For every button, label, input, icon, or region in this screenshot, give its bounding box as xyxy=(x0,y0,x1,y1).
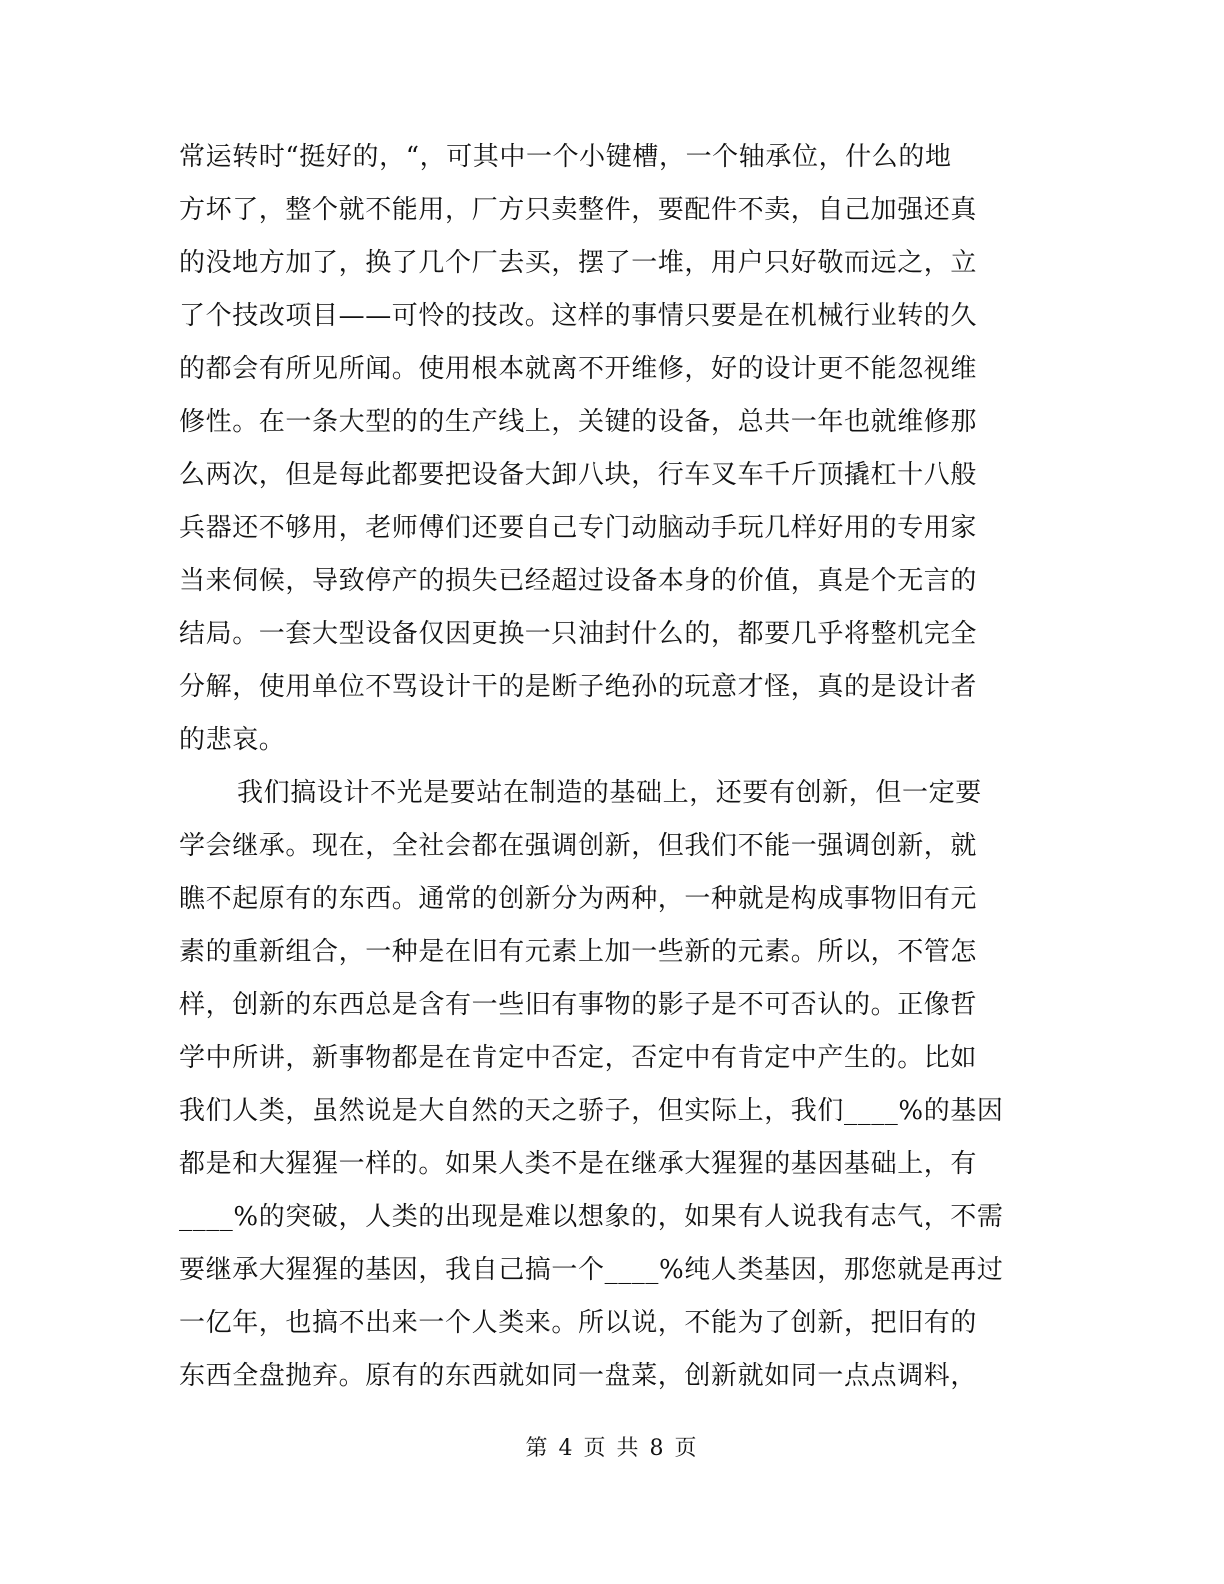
body-text xyxy=(179,131,1045,1403)
text-line: 学中所讲，新事物都是在肯定中否定，否定中有肯定中产生的。比如 xyxy=(179,1043,978,1073)
text-line: 兵器还不够用，老师傅们还要自己专门动脑动手玩几样好用的专用家 xyxy=(179,513,978,543)
text-line: 结局。一套大型设备仅因更换一只油封什么的，都要几乎将整机完全 xyxy=(179,619,978,649)
text-line: 的悲哀。 xyxy=(179,725,286,755)
text-line: 的都会有所见所闻。使用根本就离不开维修，好的设计更不能忽视维 xyxy=(179,354,978,384)
text-line: 瞧不起原有的东西。通常的创新分为两种，一种就是构成事物旧有元 xyxy=(179,884,978,914)
text-line: 的没地方加了，换了几个厂去买，摆了一堆，用户只好敬而远之，立 xyxy=(179,248,978,278)
text-line: 我们人类，虽然说是大自然的天之骄子，但实际上，我们____%的基因 xyxy=(179,1096,1004,1126)
text-line: 东西全盘抛弃。原有的东西就如同一盘菜，创新就如同一点点调料， xyxy=(179,1361,978,1391)
paragraph-start-line: 我们搞设计不光是要站在制造的基础上，还要有创新，但一定要 xyxy=(237,778,982,808)
text-line: 了个技改项目——可怜的技改。这样的事情只要是在机械行业转的久 xyxy=(179,301,978,331)
text-line: 一亿年，也搞不出来一个人类来。所以说，不能为了创新，把旧有的 xyxy=(179,1308,978,1338)
text-line: 修性。在一条大型的的生产线上，关键的设备，总共一年也就维修那 xyxy=(179,407,978,437)
text-line: 分解，使用单位不骂设计干的是断子绝孙的玩意才怪，真的是设计者 xyxy=(179,672,978,702)
text-line: 方坏了，整个就不能用，厂方只卖整件，要配件不卖，自己加强还真 xyxy=(179,195,978,225)
text-line: 么两次，但是每此都要把设备大卸八块，行车叉车千斤顶撬杠十八般 xyxy=(179,460,978,490)
page-number-footer: 第 4 页 共 8 页 xyxy=(525,1436,699,1461)
text-line: 学会继承。现在，全社会都在强调创新，但我们不能一强调创新，就 xyxy=(179,831,978,861)
text-line: 当来伺候，导致停产的损失已经超过设备本身的价值，真是个无言的 xyxy=(179,566,978,596)
text-line: 要继承大猩猩的基因，我自己搞一个____%纯人类基因，那您就是再过 xyxy=(179,1255,1004,1285)
text-line: 素的重新组合，一种是在旧有元素上加一些新的元素。所以，不管怎 xyxy=(179,937,978,967)
text-line: 样，创新的东西总是含有一些旧有事物的影子是不可否认的。正像哲 xyxy=(179,990,978,1020)
text-line: 都是和大猩猩一样的。如果人类不是在继承大猩猩的基因基础上，有 xyxy=(179,1149,978,1179)
text-line: ____%的突破，人类的出现是难以想象的，如果有人说我有志气，不需 xyxy=(179,1202,1004,1232)
text-line: 常运转时“挺好的，“，可其中一个小键槽，一个轴承位，什么的地 xyxy=(179,142,952,172)
